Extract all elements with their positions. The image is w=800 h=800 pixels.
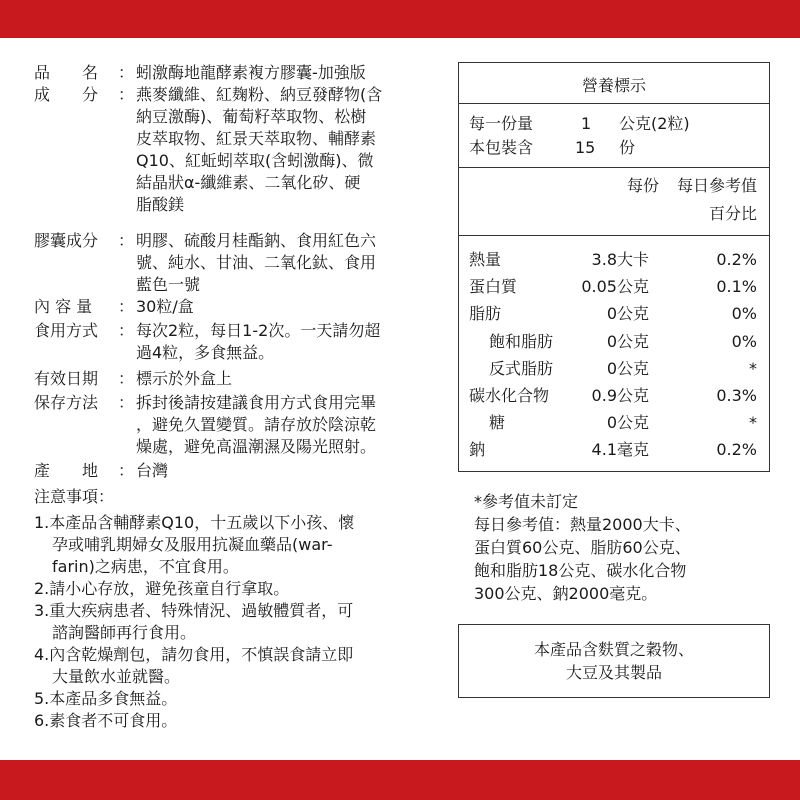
- nutrient-name: 熱量: [469, 250, 502, 269]
- nutrient-amount: 0公克: [606, 358, 649, 378]
- notice-list: 1.本產品含輔酵素Q10，十五歲以下小孩、懷 孕或哺乳期婦女及服用抗凝血藥品(war- farin)之病患，不宜食用。 2.請小心存放，避免孩童自行拿取。 3.重大疾病患者、特殊情況、過敏體質者，可 諮詢醫師再行食用。 4.內含乾燥劑包，請勿食用，不慎誤食請立即 大量飲水並就醫。 5.本產品多食無益。 6.素食者不可食用。: [34, 513, 355, 730]
- capsule-value: 明膠、硫酸月桂酯鈉、食用紅色六 號、純水、甘油、二氧化鈦、食用 藍色一號: [136, 231, 377, 294]
- nutrient-daily-value: 0.3%: [716, 386, 757, 405]
- notice-item: 3.重大疾病患者、特殊情況、過敏體質者，可: [34, 601, 354, 620]
- nutrient-amount: 3.8大卡: [591, 250, 649, 269]
- nutrient-name: 糖: [489, 413, 506, 433]
- allergen-box: [458, 624, 770, 698]
- product-name-value: 蚓激酶地龍酵素複方膠囊-加強版: [136, 63, 366, 82]
- storage-label: 保存方法: [34, 393, 99, 412]
- divider: [459, 235, 769, 236]
- col-daily-line1: 每日參考值: [676, 176, 757, 195]
- nutrient-daily-value: 0.2%: [716, 440, 757, 460]
- nutrient-name: 脂肪: [469, 304, 502, 324]
- nutrition-facts-table: [458, 62, 770, 472]
- col-daily-line2: 百分比: [708, 204, 757, 223]
- notice-item: 6.素食者不可食用。: [34, 711, 178, 730]
- colon: ：: [118, 85, 135, 104]
- servings-unit: 份: [619, 138, 636, 157]
- nutrient-name: 碳水化合物: [469, 386, 550, 405]
- serving-label: 每一份量: [469, 114, 534, 133]
- usage-label: 食用方式: [34, 321, 99, 340]
- nutrient-name: 飽和脂肪: [489, 331, 554, 351]
- nutrient-name: 蛋白質: [469, 277, 518, 297]
- top-red-band: [0, 0, 800, 38]
- nutrient-amount: 0.05公克: [581, 277, 649, 297]
- serving-amount: 1: [581, 114, 592, 133]
- servings-label: 本包裝含: [469, 138, 534, 157]
- nutrient-amount: 0公克: [606, 304, 649, 324]
- origin-label: 產 地: [34, 461, 99, 480]
- nutrient-daily-value: *: [749, 358, 757, 378]
- bottom-red-band: [0, 760, 800, 800]
- colon: ：: [118, 461, 135, 480]
- usage-value: 每次2粒，每日1-2次。一天請勿超 過4粒，多食無益。: [136, 321, 381, 362]
- colon: ：: [118, 393, 135, 412]
- col-per-serving: 每份: [626, 176, 659, 195]
- ingredients-value: 燕麥纖維、紅麹粉、納豆發酵物(含 納豆激酶)、葡萄籽萃取物、松樹 皮萃取物、紅景天萃取物、輔酵素 Q10、紅蚯蚓萃取(含蚓激酶)、微 結晶狀α-纖維素、二氧化矽、硬 脂酸鎂: [136, 85, 383, 214]
- colon: ：: [118, 63, 135, 82]
- nutrient-name: 鈉: [469, 440, 486, 460]
- notice-item: 1.本產品含輔酵素Q10，十五歲以下小孩、懷: [34, 513, 355, 532]
- origin-value: 台灣: [136, 461, 169, 480]
- notice-label: 注意事項：: [34, 487, 115, 506]
- capsule-label: 膠囊成分: [34, 231, 99, 250]
- colon: ：: [118, 321, 135, 340]
- allergen-line: 本產品含麩質之穀物、: [533, 640, 694, 659]
- notice-item: 5.本產品多食無益。: [34, 689, 178, 708]
- content-label: 內 容 量: [34, 297, 93, 316]
- allergen-line: 大豆及其製品: [565, 663, 662, 682]
- expiry-label: 有效日期: [34, 369, 99, 388]
- nutrient-amount: 0公克: [606, 331, 649, 351]
- colon: ：: [118, 297, 135, 316]
- ingredients-label: 成 分: [34, 85, 99, 104]
- colon: ：: [118, 369, 135, 388]
- reference-note: *參考值未訂定 每日參考值：熱量2000大卡、 蛋白質60公克、脂肪60公克、 飽和脂肪18公克、碳水化合物 300公克、鈉2000毫克。: [474, 492, 691, 603]
- notice-item: 2.請小心存放，避免孩童自行拿取。: [34, 579, 290, 598]
- nutrient-amount: 0.9公克: [591, 386, 649, 405]
- content-value: 30粒/盒: [136, 297, 194, 316]
- serving-unit: 公克(2粒): [619, 114, 690, 133]
- nutrition-title: 營養標示: [581, 76, 646, 95]
- expiry-value: 標示於外盒上: [136, 369, 233, 388]
- nutrient-daily-value: 0.2%: [716, 250, 757, 269]
- colon: ：: [118, 231, 135, 250]
- divider: [459, 167, 769, 168]
- nutrient-daily-value: 0%: [731, 331, 757, 351]
- nutrient-amount: 0公克: [606, 413, 649, 433]
- storage-value: 拆封後請按建議食用方式食用完畢 ，避免久置變質。請存放於陰涼乾 燥處，避免高溫潮濕及陽光照射。: [136, 393, 377, 456]
- nutrient-daily-value: 0%: [731, 304, 757, 324]
- product-name-label: 品 名: [34, 63, 99, 82]
- notice-item: 4.內含乾燥劑包，請勿食用，不慎誤食請立即: [34, 645, 354, 664]
- nutrient-name: 反式脂肪: [489, 358, 554, 378]
- nutrient-daily-value: 0.1%: [716, 277, 757, 297]
- nutrient-amount: 4.1毫克: [591, 440, 649, 460]
- divider: [459, 103, 769, 104]
- nutrient-daily-value: *: [749, 413, 757, 433]
- servings-amount: 15: [575, 138, 596, 157]
